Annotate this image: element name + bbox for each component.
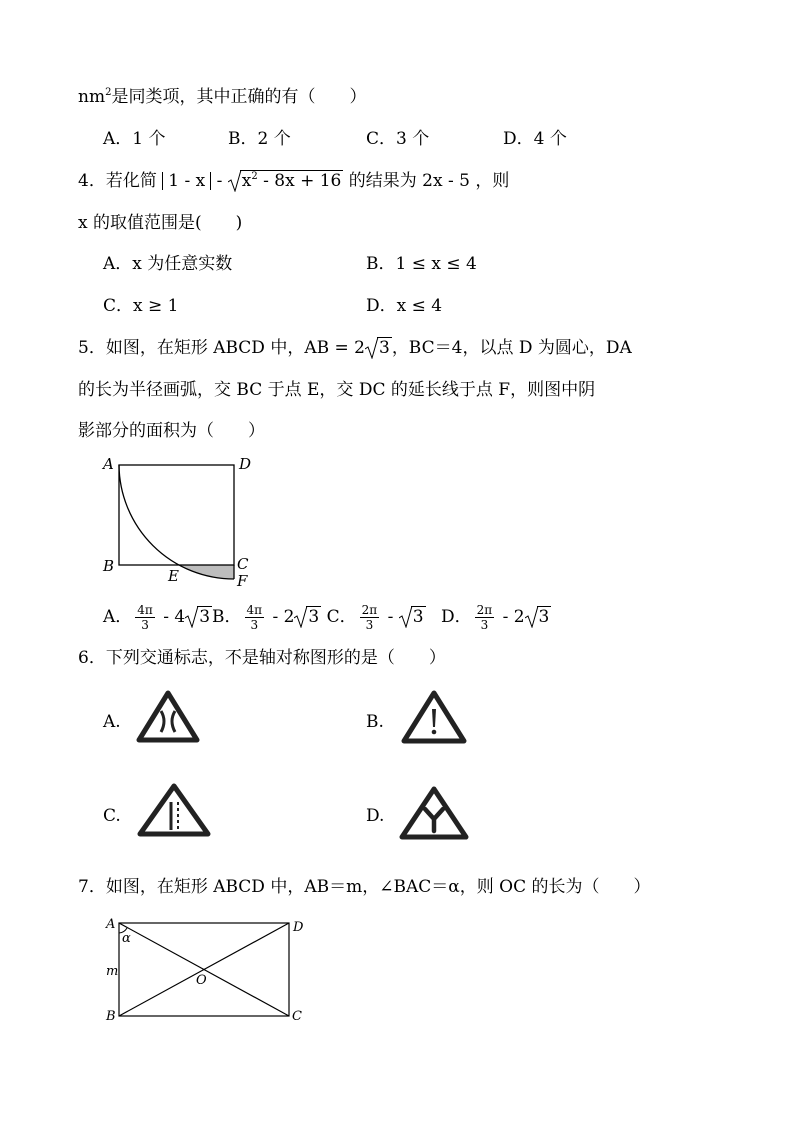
label-b: B — [106, 1009, 116, 1024]
label-d: D — [239, 455, 252, 473]
label-a: A — [106, 917, 116, 932]
q4-minus: - — [216, 171, 223, 191]
q4-sqrt: $x^2 - 8x + 16$ — [228, 170, 344, 192]
y-junction-sign-icon[interactable] — [398, 785, 470, 841]
sqrt-sign-icon — [399, 606, 413, 628]
q4-line-2: x 的取值范围是( ) — [78, 213, 243, 233]
q4-prefix: 4．若化简 — [78, 171, 157, 191]
label-b: B — [103, 557, 115, 575]
label-f: F — [237, 572, 248, 590]
q3-option-d[interactable]: D．4 个 — [503, 129, 567, 149]
q4-option-d[interactable]: D．x ≤ 4 — [366, 296, 443, 316]
q4-option-a[interactable]: A．x 为任意实数 — [103, 254, 233, 274]
q3-option-a[interactable]: A．1 个 — [103, 129, 166, 149]
shaded-region — [178, 565, 234, 579]
q6-option-c-label[interactable]: C. — [103, 806, 121, 826]
q4-abs: 1 - x — [162, 172, 211, 190]
q5-line-2: 的长为半径画弧，交 BC 于点 E，交 DC 的延长线于点 F，则图中阴 — [78, 380, 596, 400]
label-m: m — [106, 964, 119, 979]
q6-option-d-label[interactable]: D. — [366, 806, 385, 826]
rectangle-abcd — [119, 465, 234, 565]
q7-figure — [100, 913, 315, 1028]
q7-line: 7．如图，在矩形 ABCD 中，AB＝m，∠BAC＝α，则 OC 的长为（ ） — [78, 877, 651, 897]
q3-tail-line — [78, 86, 366, 108]
label-alpha: α — [122, 931, 131, 946]
q5-option-c[interactable]: C． $\frac{2\pi}{3}$ - 3 — [326, 603, 424, 632]
q4-line-1 — [78, 170, 509, 192]
q5-option-d[interactable]: D． $\frac{2\pi}{3}$ - 2 3 — [441, 603, 550, 632]
q6-line: 6．下列交通标志，不是轴对称图形的是（ ） — [78, 648, 446, 668]
arc-af — [119, 465, 234, 579]
warning-sign-icon[interactable] — [400, 689, 468, 745]
label-c: C — [237, 555, 249, 573]
q5-sqrt: 3 — [365, 337, 392, 359]
q3-nm: nm — [78, 87, 106, 107]
lane-sign-icon[interactable] — [136, 782, 212, 838]
q3-sup: 2 — [105, 87, 112, 98]
sqrt-sign-icon — [185, 606, 199, 628]
label-c: C — [292, 1009, 302, 1024]
road-narrows-sign-icon[interactable] — [136, 689, 200, 744]
label-a: A — [103, 455, 114, 473]
q5-option-a[interactable]: A． $\frac{4\pi}{3}$ - 4 3 — [103, 603, 211, 632]
label-d: D — [293, 920, 304, 935]
q5-prefix: 5．如图，在矩形 ABCD 中，AB = 2 — [78, 338, 365, 358]
sqrt-sign-icon — [294, 606, 308, 628]
q5-line-3: 影部分的面积为（ ） — [78, 421, 265, 441]
q5-line-1 — [78, 337, 632, 359]
q5-option-b[interactable]: B． $\frac{4\pi}{3}$ - 2 3 — [212, 603, 320, 632]
q6-option-a-label[interactable]: A. — [103, 712, 121, 732]
q4-option-c[interactable]: C．x ≥ 1 — [103, 296, 179, 316]
label-e: E — [168, 567, 179, 585]
sqrt-sign-icon — [525, 606, 539, 628]
q3-option-b[interactable]: B．2 个 — [228, 129, 291, 149]
q5-options — [103, 603, 551, 632]
q3-option-c[interactable]: C．3 个 — [366, 129, 430, 149]
q3-rest: 是同类项，其中正确的有（ ） — [111, 87, 367, 107]
q4-suffix: 的结果为 2x - 5 ，则 — [348, 171, 510, 191]
q5-suffix: ，BC＝4，以点 D 为圆心，DA — [391, 338, 632, 358]
sqrt-sign-icon — [365, 337, 379, 359]
q6-option-b-label[interactable]: B. — [366, 712, 384, 732]
label-o: O — [196, 973, 207, 988]
sqrt-sign-icon — [228, 170, 242, 192]
q5-figure — [100, 455, 260, 590]
q4-option-b[interactable]: B．1 ≤ x ≤ 4 — [366, 254, 477, 274]
